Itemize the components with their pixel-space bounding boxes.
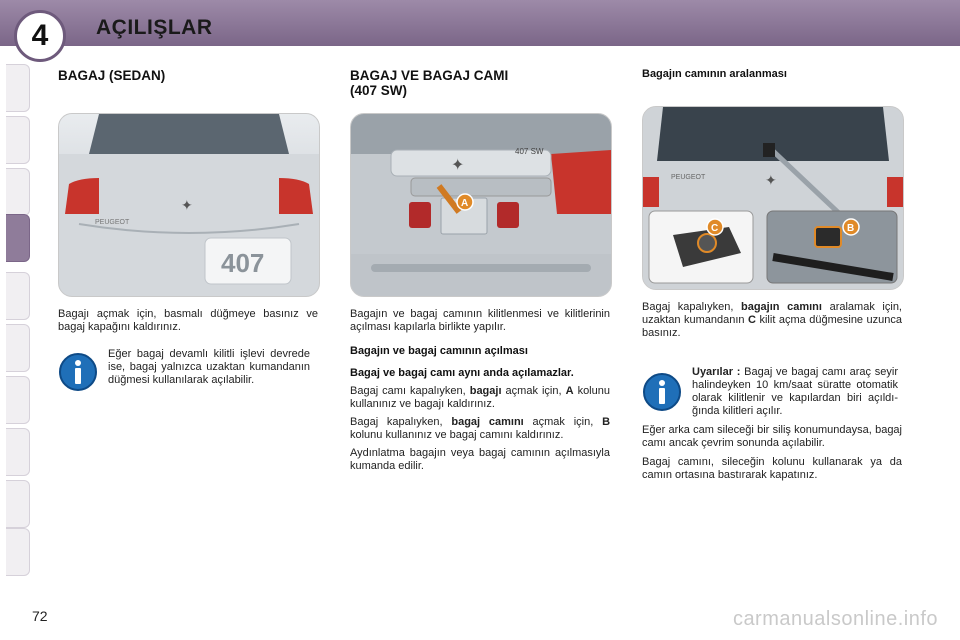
model-badge: 407 [221,248,265,278]
side-tab[interactable] [6,480,30,528]
paragraph: Bagaj camı kapalıyken, bagajı açmak için, A kolunu kullanınız ve bagajı kaldırınız. [350,385,610,410]
sedan-trunk-photo [58,113,320,297]
paragraph: Eğer arka cam sileceği bir siliş konumundaysa, bagaj camı ancak çevrim sonunda açılabilir. [642,424,902,449]
section-heading: BAGAJ (SEDAN) [58,68,166,83]
rear-window-photo [642,106,904,290]
side-tab[interactable] [6,116,30,164]
callout-label-b: B [847,223,855,234]
callout-label-c: C [711,223,719,234]
model-badge: 407 SW [515,147,544,156]
info-text: Eğer bagaj devamlı kilitli işlevi devrede ise, bagaj yalnızca uzaktan kumandanın düğmesi kullanılarak açılabilir. [108,348,310,386]
chapter-number-badge: 4 [14,10,66,62]
car-badge: PEUGEOT [95,219,130,226]
side-tab[interactable] [6,272,30,320]
svg-text:✦: ✦ [181,197,193,213]
sw-trunk-photo [350,113,612,297]
svg-text:✦: ✦ [765,172,777,188]
column-sw [350,60,610,473]
info-note [58,346,318,392]
paragraph: Bagaj kapalıyken, bagajın camını aralamak için, uzaktan kumandanın C kilit açma düğmesine uzunca basınız. [642,301,903,339]
side-tab-active[interactable] [6,214,30,262]
section-heading-line2: (407 SW) [350,83,408,98]
warning-text: Uyarılar : Bagaj ve bagaj camı araç seyir halindeyken 10 km/saat süratte otomatik olarak kilitlenir ve kapılardan biri açıldığında kilitleri açılır. [692,366,898,417]
section-heading-line1: BAGAJ VE BAGAJ CAMI [350,68,509,83]
side-tab[interactable] [6,428,30,476]
side-tab[interactable] [6,168,30,216]
paragraph: Aydınlatma bagajın veya bagaj camının açılmasıyla kumanda edilir. [350,447,610,472]
side-tab[interactable] [6,324,30,372]
column-sedan [58,60,318,392]
side-tab[interactable] [6,64,30,112]
info-icon [642,372,682,412]
section-heading: Bagajın camının aralanması [642,68,787,80]
warning-note [642,366,902,418]
side-tab[interactable] [6,376,30,424]
watermark: carmanualsonline.info [732,608,938,630]
side-tab[interactable] [6,528,30,576]
column-glass-opening [642,60,902,482]
paragraph: Bagajı açmak için, basmalı düğmeye basınız ve bagaj kapağını kaldırınız. [58,308,318,333]
page-number: 72 [32,608,48,624]
info-icon [58,352,98,392]
page-title: AÇILIŞLAR [96,16,213,39]
subheading: Bagajın ve bagaj camının açılması [350,345,528,357]
svg-text:✦: ✦ [451,157,465,174]
chapter-side-tabs [0,64,32,576]
subheading: Bagaj ve bagaj camı aynı anda açılamazlar. [350,367,574,379]
paragraph: Bagaj camını, sileceğin kolunu kullanarak ya da camın ortasına bastırarak kapatınız. [642,456,902,481]
paragraph: Bagajın ve bagaj camının kilitlenmesi ve kilitlerinin açılması kapılarla birlikte yapılır. [350,308,610,333]
paragraph: Bagaj kapalıyken, bagaj camını açmak için, B kolunu kullanınız ve bagaj camını kaldırınız. [350,416,611,441]
car-badge: PEUGEOT [671,174,706,181]
callout-label-a: A [461,198,469,209]
